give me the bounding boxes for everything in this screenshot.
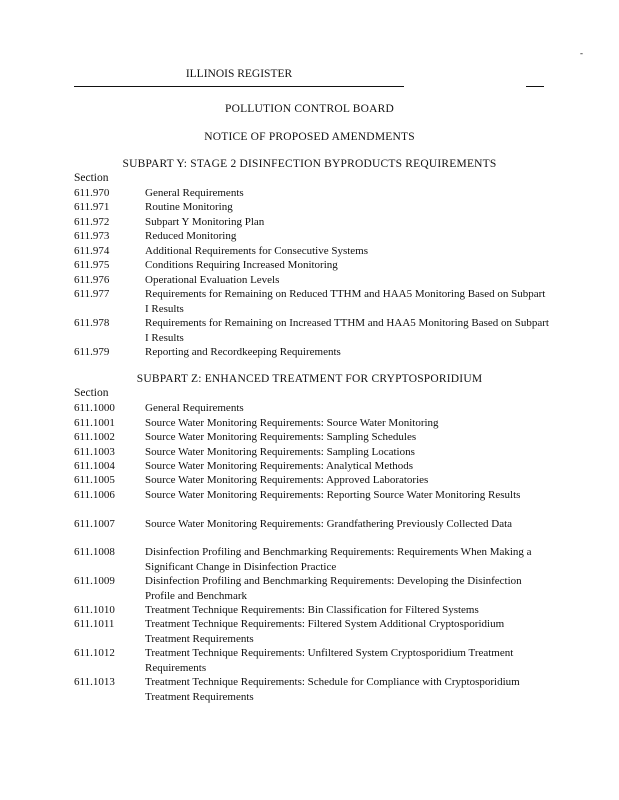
section-number: 611.1007 bbox=[74, 518, 115, 530]
section-number: 611.975 bbox=[74, 259, 110, 271]
section-number: 611.1009 bbox=[74, 575, 115, 587]
section-title: Source Water Monitoring Requirements: Source Water Monitoring bbox=[145, 417, 439, 429]
subpart-y-section-label: Section bbox=[74, 172, 109, 184]
section-number: 611.979 bbox=[74, 346, 110, 358]
section-number: 611.1001 bbox=[74, 417, 115, 429]
subpart-y-heading: SUBPART Y: STAGE 2 DISINFECTION BYPRODUCTS REQUIREMENTS bbox=[122, 158, 497, 170]
section-title: Treatment Technique Requirements: Schedule for Compliance with Cryptosporidium Treatment Requirements bbox=[145, 676, 520, 703]
corner-mark: - bbox=[580, 48, 583, 58]
board-title: POLLUTION CONTROL BOARD bbox=[224, 103, 394, 115]
section-number: 611.1004 bbox=[74, 460, 115, 472]
section-number: 611.976 bbox=[74, 274, 110, 286]
section-number: 611.1000 bbox=[74, 402, 115, 414]
section-number: 611.1008 bbox=[74, 546, 115, 558]
section-number: 611.1002 bbox=[74, 431, 115, 443]
section-title: Disinfection Profiling and Benchmarking Requirements: Requirements When Making a Significant Change in Disinfection Practice bbox=[145, 546, 532, 573]
section-title: Reporting and Recordkeeping Requirements bbox=[145, 346, 341, 358]
section-title: Source Water Monitoring Requirements: Grandfathering Previously Collected Data bbox=[145, 518, 513, 530]
section-number: 611.1013 bbox=[74, 676, 115, 688]
section-number: 611.1006 bbox=[74, 489, 115, 501]
section-number: 611.977 bbox=[74, 288, 110, 300]
header-short-rule bbox=[526, 86, 544, 87]
section-title: Subpart Y Monitoring Plan bbox=[145, 216, 265, 228]
section-title: Source Water Monitoring Requirements: Sampling Locations bbox=[145, 446, 415, 458]
section-title: Requirements for Remaining on Reduced TTHM and HAA5 Monitoring Based on Subpart I Results bbox=[145, 288, 546, 315]
section-title: Source Water Monitoring Requirements: Sampling Schedules bbox=[145, 431, 417, 443]
subpart-z-heading: SUBPART Z: ENHANCED TREATMENT FOR CRYPTOSPORIDIUM bbox=[136, 373, 483, 385]
section-title: General Requirements bbox=[145, 187, 244, 199]
register-header: ILLINOIS REGISTER bbox=[185, 68, 293, 80]
section-title: Treatment Technique Requirements: Unfiltered System Cryptosporidium Treatment Requirements bbox=[145, 647, 514, 674]
section-number: 611.978 bbox=[74, 317, 110, 329]
section-number: 611.1003 bbox=[74, 446, 115, 458]
section-title: Disinfection Profiling and Benchmarking Requirements: Developing the Disinfection Profile and Benchmark bbox=[145, 575, 522, 602]
section-title: Routine Monitoring bbox=[145, 201, 233, 213]
subpart-z-section-label: Section bbox=[74, 387, 109, 399]
section-number: 611.1010 bbox=[74, 604, 115, 616]
section-title: Reduced Monitoring bbox=[145, 230, 237, 242]
notice-title: NOTICE OF PROPOSED AMENDMENTS bbox=[204, 131, 415, 143]
section-number: 611.970 bbox=[74, 187, 110, 199]
section-title: Treatment Technique Requirements: Bin Classification for Filtered Systems bbox=[145, 604, 479, 616]
section-title: Treatment Technique Requirements: Filtered System Additional Cryptosporidium Treatment Requirements bbox=[145, 618, 505, 645]
section-title: Source Water Monitoring Requirements: Reporting Source Water Monitoring Results bbox=[145, 489, 521, 501]
section-number: 611.1005 bbox=[74, 474, 115, 486]
section-title: Conditions Requiring Increased Monitoring bbox=[145, 259, 338, 271]
header-rule bbox=[74, 86, 404, 87]
section-title: Operational Evaluation Levels bbox=[145, 274, 280, 286]
section-title: Requirements for Remaining on Increased TTHM and HAA5 Monitoring Based on Subpart I Results bbox=[145, 317, 549, 344]
section-title: Source Water Monitoring Requirements: Analytical Methods bbox=[145, 460, 414, 472]
section-number: 611.1012 bbox=[74, 647, 115, 659]
section-number: 611.1011 bbox=[74, 618, 115, 630]
section-title: Source Water Monitoring Requirements: Approved Laboratories bbox=[145, 474, 429, 486]
section-number: 611.974 bbox=[74, 245, 110, 257]
section-number: 611.972 bbox=[74, 216, 110, 228]
section-title: General Requirements bbox=[145, 402, 244, 414]
section-number: 611.971 bbox=[74, 201, 110, 213]
section-title: Additional Requirements for Consecutive Systems bbox=[145, 245, 369, 257]
section-number: 611.973 bbox=[74, 230, 110, 242]
